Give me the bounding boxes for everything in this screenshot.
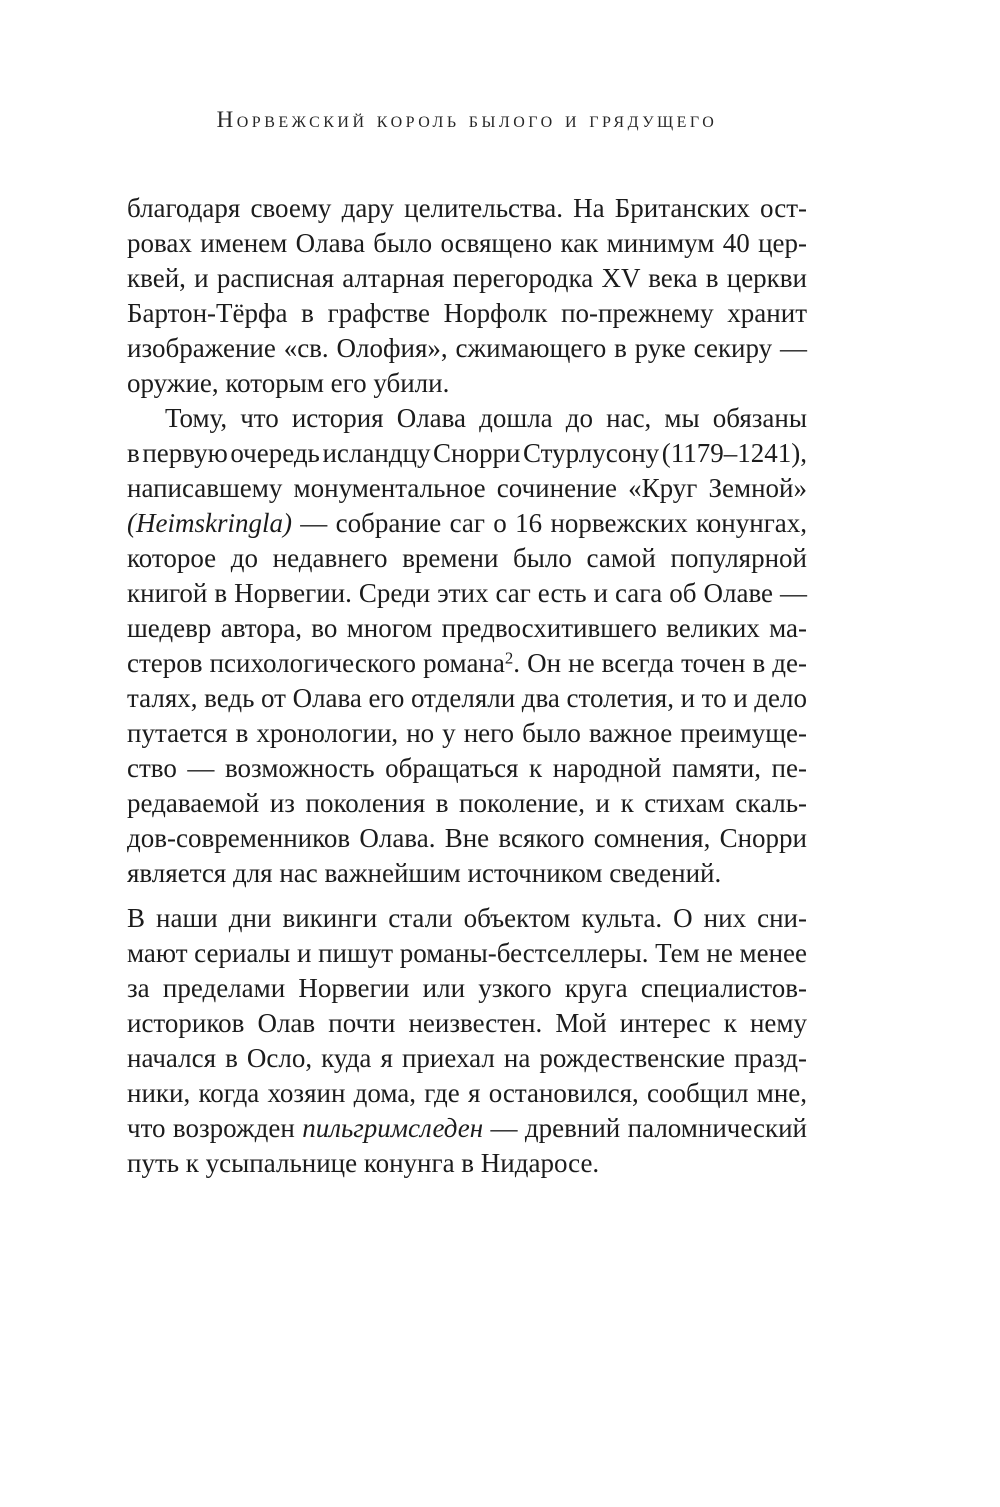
text-line — [127, 1006, 807, 1041]
text-segment: — собрание саг о 16 норвежских конунгах, — [291, 508, 807, 538]
text-line — [127, 401, 807, 436]
text-line — [127, 296, 807, 331]
text-segment: мают сериалы и пишут романы-бестселлеры. Тем не менее — [127, 938, 807, 968]
running-header: Норвежский король былого и грядущего — [216, 107, 718, 132]
text-segment: ники, когда хозяин дома, где я остановился, сообщил мне, — [127, 1078, 807, 1108]
text-line — [127, 471, 807, 506]
text-segment: начался в Осло, куда я приехал на рождественские празд- — [127, 1043, 807, 1073]
italic-text: пильгримследен — [302, 1113, 484, 1143]
text-line — [127, 226, 807, 261]
text-line — [127, 576, 807, 611]
text-segment: книгой в Норвегии. Среди этих саг есть и сага об Олаве — — [127, 578, 807, 608]
text-segment: что возрожден — [127, 1113, 303, 1143]
text-segment: квей, и расписная алтарная перегородка XV века в церкви — [127, 263, 807, 293]
text-segment: . Он не всегда точен в де- — [513, 648, 807, 678]
text-line — [127, 1076, 807, 1111]
text-segment: ровах именем Олава было освящено как минимум 40 цер- — [127, 228, 807, 258]
text-segment: дов-современников Олава. Вне всякого сомнения, Снорри — [127, 823, 807, 853]
text-line — [127, 971, 807, 1006]
text-segment: ство — возможность обращаться к народной памяти, пе- — [127, 753, 807, 783]
paragraph — [127, 901, 807, 1181]
text-segment: написавшему монументальное сочинение «Круг Земной» — [127, 473, 807, 503]
text-line — [127, 856, 807, 891]
text-line — [127, 901, 807, 936]
text-segment: в первую очередь исландцу Снорри Стурлусону (1179–1241), — [127, 438, 807, 468]
italic-text: (Heimskringla) — [127, 508, 292, 538]
text-line — [127, 611, 807, 646]
text-line — [127, 1041, 807, 1076]
text-segment: — древний паломнический — [483, 1113, 807, 1143]
text-segment: является для нас важнейшим источником сведений. — [127, 858, 722, 888]
text-segment: талях, ведь от Олава его отделяли два столетия, и то и дело — [127, 683, 807, 713]
footnote-marker: 2 — [504, 648, 514, 668]
text-line — [127, 681, 807, 716]
paragraph — [127, 401, 807, 891]
text-segment: историков Олав почти неизвестен. Мой интерес к нему — [127, 1008, 807, 1038]
text-segment: Бартон-Тёрфа в графстве Норфолк по-прежнему хранит — [127, 298, 807, 328]
text-line — [127, 716, 807, 751]
text-line — [127, 541, 807, 576]
text-segment: которое до недавнего времени было самой популярной — [127, 543, 807, 573]
text-segment: изображение «св. Олофия», сжимающего в руке секиру — — [127, 333, 807, 363]
text-line — [127, 436, 807, 471]
text-line — [127, 261, 807, 296]
text-line — [127, 751, 807, 786]
text-line — [127, 786, 807, 821]
text-segment: за пределами Норвегии или узкого круга специалистов- — [127, 973, 807, 1003]
text-line — [127, 821, 807, 856]
text-line — [127, 936, 807, 971]
text-line — [127, 646, 807, 681]
text-segment: стеров психологического романа — [127, 648, 505, 678]
text-segment: В наши дни викинги стали объектом культа. О них сни- — [127, 903, 807, 933]
text-segment: путается в хронологии, но у него было важное преимуще- — [127, 718, 807, 748]
text-line — [127, 1146, 807, 1181]
text-segment: шедевр автора, во многом предвосхитившего великих ма- — [127, 613, 807, 643]
text-segment: путь к усыпальнице конунга в Нидаросе. — [127, 1148, 600, 1178]
paragraph — [127, 191, 807, 401]
text-line — [127, 191, 807, 226]
text-segment: оружие, которым его убили. — [127, 368, 450, 398]
text-line — [127, 506, 807, 541]
page-body-text — [127, 191, 807, 1181]
text-line — [127, 1111, 807, 1146]
text-segment: редаваемой из поколения в поколение, и к стихам скаль- — [127, 788, 807, 818]
text-line — [127, 331, 807, 366]
text-segment: благодаря своему дару целительства. На Британских ост- — [127, 193, 807, 223]
text-line — [127, 366, 807, 401]
text-segment: Тому, что история Олава дошла до нас, мы обязаны — [165, 403, 807, 433]
text-column — [127, 0, 807, 1507]
